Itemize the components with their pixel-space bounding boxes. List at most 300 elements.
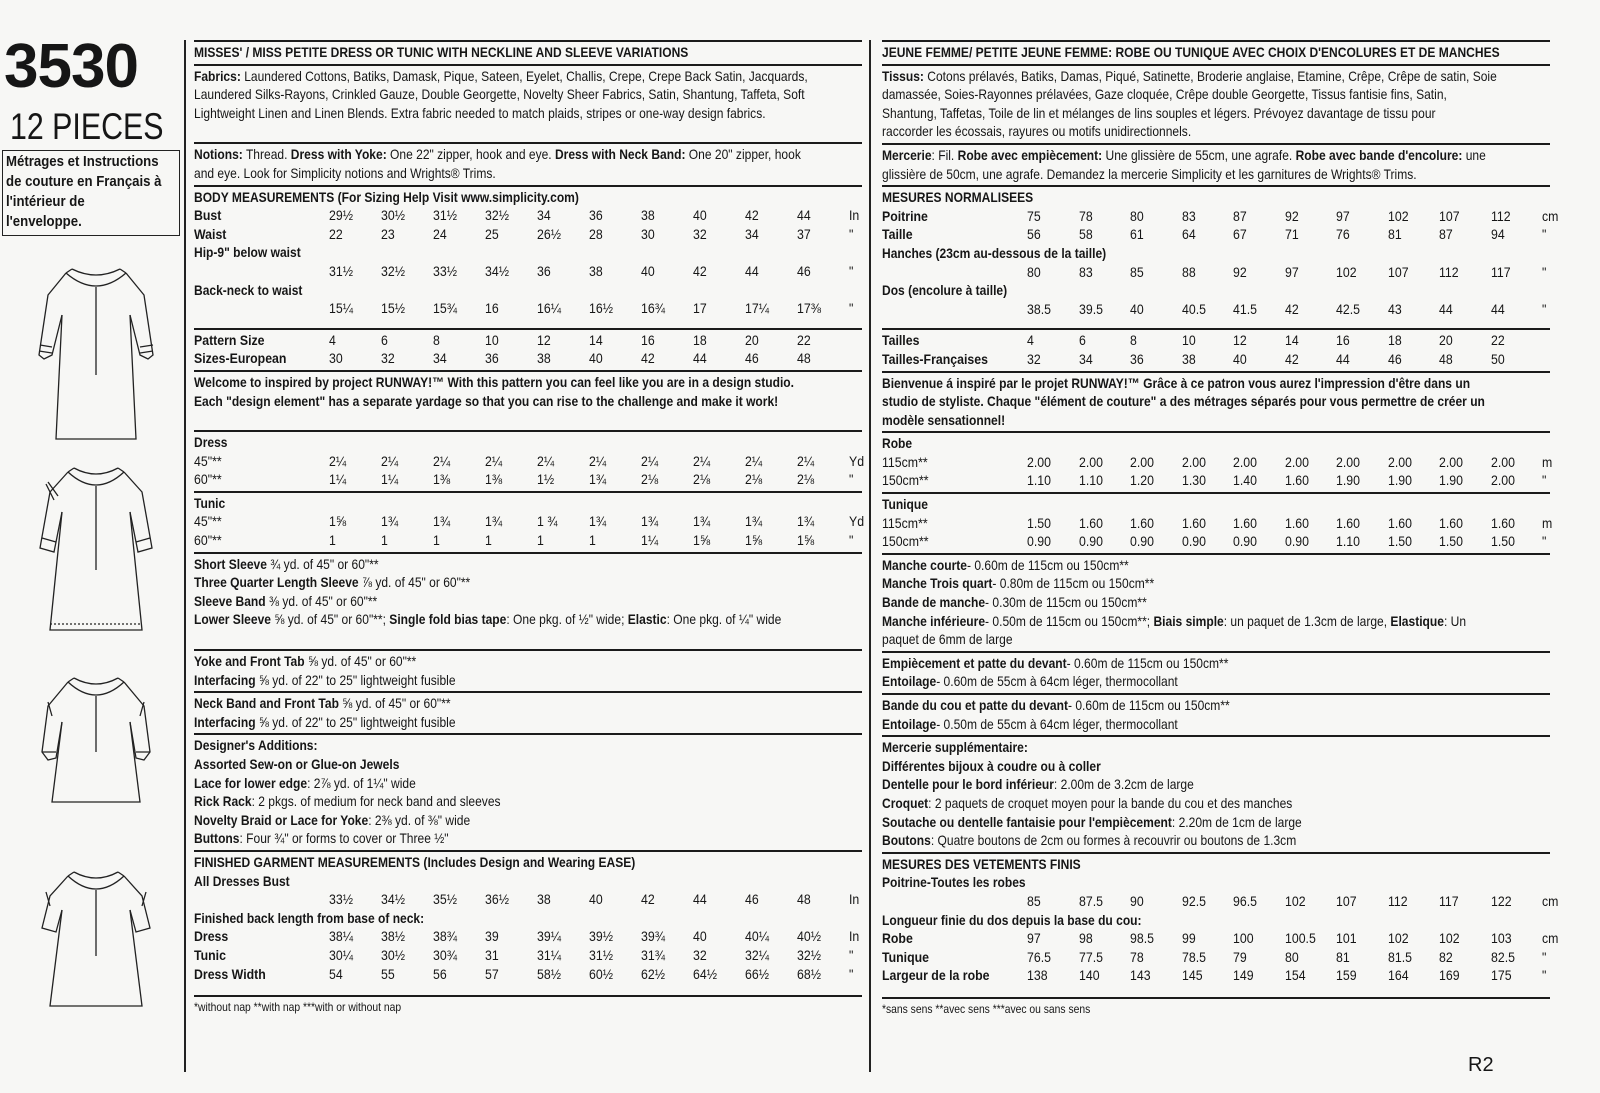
size-value-cell: 85 [1027, 892, 1041, 909]
size-value-cell: 64 [1181, 226, 1196, 243]
unit-cell: " [1542, 967, 1547, 984]
tunic-45-row [194, 512, 865, 531]
size-value-cell: 38 [641, 207, 655, 224]
size-value-cell: 17 [693, 300, 707, 317]
size-value-cell: 42.5 [1336, 300, 1360, 317]
size-value-cell: 81.5 [1387, 948, 1412, 965]
size-value-cell: 24 [433, 225, 447, 242]
size-value-cell: 61 [1130, 226, 1144, 243]
size-value-cell: 30 [641, 225, 655, 242]
row-label: 45"** [194, 513, 222, 530]
additions-line-fr: Différentes bijoux à coudre ou à coller [882, 757, 1101, 774]
welcome-line-fr: modèle sensationnel! [882, 411, 1006, 428]
additions-line-fr: Dentelle pour le bord inférieur: 2.00m de 3.2cm de large [882, 776, 1194, 793]
neckband-interfacing-line: Interfacing ⅝ yd. of 22" to 25" lightweight fusible [194, 713, 456, 730]
r-code: R2 [1468, 1054, 1494, 1076]
unit-cell: Yd [849, 513, 865, 530]
size-value-cell: 82.5 [1490, 948, 1515, 965]
size-value-cell: 34½ [381, 891, 405, 908]
row-label: Tailles [882, 332, 920, 349]
size-value-cell: 107 [1336, 892, 1357, 909]
size-value-cell: 4 [1027, 332, 1034, 349]
size-value-cell: 44 [693, 350, 707, 367]
pattern-title-fr: JEUNE FEMME/ PETITE JEUNE FEMME: ROBE OU TUNIQUE AVEC CHOIX D'ENCOLURES ET DE MANCHES [882, 44, 1500, 60]
additions-line: Novelty Braid or Lace for Yoke: 2⅜ yd. of ⅜" wide [194, 811, 471, 828]
size-value-cell: 2.00 [1130, 453, 1154, 470]
size-value-cell: 20 [745, 331, 759, 348]
finished-measurements-title-fr: MESURES DES VETEMENTS FINIS [882, 855, 1081, 872]
size-value-cell: 97 [1027, 930, 1041, 947]
unit-cell: m [1542, 453, 1553, 470]
size-value-cell: 34 [537, 207, 551, 224]
size-value-cell: 42 [745, 207, 759, 224]
welcome-line: Welcome to inspired by project RUNWAY!™ With this pattern you can feel like you are in a design studio. [194, 373, 794, 390]
sleeve-line-fr: paquet de 6mm de large [882, 631, 1013, 648]
size-value-cell: 80 [1284, 948, 1299, 965]
unit-cell: " [1542, 263, 1547, 280]
unit-cell: " [1542, 472, 1547, 489]
additions-line-fr: Soutache ou dentelle fantaisie pour l'empiècement: 2.20m de 1cm de large [882, 813, 1302, 830]
unit-cell: " [849, 225, 854, 242]
size-value-cell: 97 [1336, 207, 1350, 224]
notions-line-fr: glissière de 50cm, une agrafe. Demandez la mercerie Simplicity et les garnitures de Wrights® Trims. [882, 165, 1417, 182]
size-value-cell: 102 [1439, 930, 1460, 947]
row-label: 60"** [194, 471, 222, 488]
size-value-cell: 98.5 [1130, 930, 1154, 947]
fabrics-line: Lightweight Linen and Linen Blends. Extra fabric needed to match plaids, stripes or one-way design fabrics. [194, 104, 766, 121]
size-value-cell: 30½ [381, 946, 405, 963]
tunic-label-fr: Tunique [882, 496, 928, 513]
size-value-cell: 16¼ [537, 300, 561, 317]
size-value-cell: 2.00 [1336, 453, 1360, 470]
size-value-cell: 22 [797, 331, 811, 348]
size-value-cell: 1 [329, 532, 336, 549]
size-value-cell: 100.5 [1284, 930, 1316, 947]
size-value-cell: 18 [693, 331, 707, 348]
size-value-cell: 38¼ [329, 928, 353, 945]
size-value-cell: 35½ [433, 891, 457, 908]
size-value-cell: 0.90 [1130, 533, 1154, 550]
row-label: 45"** [194, 452, 222, 469]
size-value-cell: 60½ [589, 965, 613, 982]
size-value-cell: 88 [1181, 263, 1196, 280]
bust-row [194, 206, 862, 225]
size-value-cell: 1.30 [1181, 472, 1206, 489]
dress-label-fr: Robe [882, 435, 913, 452]
size-value-cell: 107 [1387, 263, 1409, 280]
additions-line: Assorted Sew-on or Glue-on Jewels [194, 756, 400, 772]
unit-cell: " [849, 532, 854, 549]
size-value-cell: 1.60 [1284, 472, 1309, 489]
size-value-cell: 44 [1336, 350, 1350, 367]
size-value-cell: 29½ [329, 207, 353, 224]
size-value-cell: 40¼ [745, 928, 769, 945]
size-value-cell: 90 [1130, 892, 1144, 909]
size-value-cell: 99 [1181, 930, 1196, 947]
tunic-short-sleeve-illustration [36, 866, 156, 1016]
size-value-cell: 1¾ [485, 513, 503, 530]
left-strip [0, 0, 186, 1093]
size-value-cell: 117 [1490, 263, 1511, 280]
unit-cell: cm [1542, 930, 1559, 947]
size-value-cell: 1¼ [641, 532, 659, 549]
unit-cell: " [849, 471, 854, 488]
tunic-115-row [882, 514, 1553, 533]
size-value-cell: 1.60 [1336, 514, 1360, 531]
size-value-cell: 1 [433, 532, 440, 549]
left-divider [184, 40, 186, 1072]
unit-cell: m [1542, 514, 1553, 531]
size-value-cell: 159 [1336, 967, 1357, 984]
size-value-cell: 41.5 [1233, 300, 1257, 317]
sleeve-line: Lower Sleeve ⅝ yd. of 45" or 60"**; Single fold bias tape: One pkg. of ½" wide; Elastic: One pkg. of ¼" wide [194, 611, 782, 628]
size-value-cell: 34 [1078, 350, 1093, 367]
pattern-title: MISSES' / MISS PETITE DRESS OR TUNIC WITH NECKLINE AND SLEEVE VARIATIONS [194, 44, 689, 60]
tunic-gathered-sleeve-illustration [36, 672, 156, 812]
fg-bust-row [194, 890, 862, 909]
size-value-cell: 44 [1490, 300, 1505, 317]
size-value-cell: 2¼ [485, 452, 503, 469]
hip-row-fr [882, 263, 1550, 282]
yoke-line: Yoke and Front Tab ⅝ yd. of 45" or 60"** [194, 653, 417, 670]
pattern-size-row [194, 331, 862, 350]
size-value-cell: 1½ [537, 471, 555, 488]
size-value-cell: 62½ [641, 965, 665, 982]
size-value-cell: 23 [381, 225, 395, 242]
size-value-cell: 40 [641, 262, 655, 279]
size-value-cell: 54 [329, 965, 343, 982]
unit-cell: " [849, 965, 854, 982]
size-value-cell: 17¼ [745, 300, 769, 317]
size-value-cell: 83 [1078, 263, 1093, 280]
unit-cell: " [849, 300, 854, 317]
row-label: Tailles-Françaises [882, 350, 988, 367]
body-measurements-title: BODY MEASUREMENTS (For Sizing Help Visit www.simplicity.com) [194, 188, 579, 205]
size-value-cell: 92 [1284, 207, 1299, 224]
fabrics-line-fr: damassée, Soies-Rayonnes prélavées, Gaze cloquée, Crêpe double Georgette, Tissus fantisie fins, Satin, [882, 86, 1447, 103]
tunic-label: Tunic [194, 494, 226, 511]
size-value-cell: 36½ [485, 891, 509, 908]
row-label: 115cm** [882, 453, 928, 470]
size-value-cell: 1¾ [797, 513, 815, 530]
size-value-cell: 42 [1284, 300, 1299, 317]
fg-tunic-row-fr [882, 948, 1550, 967]
size-value-cell: 1¾ [589, 471, 607, 488]
size-value-cell: 87.5 [1078, 892, 1103, 909]
size-value-cell: 2¼ [329, 452, 347, 469]
row-label: Largeur de la robe [882, 967, 990, 984]
unit-cell: In [849, 207, 860, 224]
size-value-cell: 33½ [329, 891, 353, 908]
size-value-cell: 2.00 [1490, 453, 1515, 470]
size-value-cell: 143 [1130, 967, 1151, 984]
row-label: Pattern Size [194, 331, 265, 348]
size-value-cell: 30½ [381, 207, 405, 224]
size-value-cell: 16 [1336, 332, 1350, 349]
size-value-cell: 1 [485, 532, 492, 549]
size-value-cell: 31½ [433, 207, 457, 224]
yoke-line-fr: Empiècement et patte du devant- 0.60m de 115cm ou 150cm** [882, 654, 1229, 671]
size-value-cell: 44 [693, 891, 707, 908]
sleeve-line: Three Quarter Length Sleeve ⅞ yd. of 45" or 60"** [194, 574, 471, 591]
bust-row-fr [882, 207, 1559, 226]
size-value-cell: 1⅝ [329, 513, 347, 530]
size-value-cell: 1¾ [693, 513, 711, 530]
size-value-cell: 58½ [537, 965, 561, 982]
size-value-cell: 81 [1387, 226, 1402, 243]
fabrics-line-fr: raccorder les écossais, rayures ou motifs unidirectionnels. [882, 123, 1192, 140]
size-value-cell: 92.5 [1181, 892, 1206, 909]
size-value-cell: 38.5 [1027, 300, 1051, 317]
size-value-cell: 26½ [537, 225, 561, 242]
size-value-cell: 149 [1233, 967, 1254, 984]
size-value-cell: 48 [1439, 350, 1453, 367]
size-value-cell: 0.90 [1027, 533, 1051, 550]
size-value-cell: 2.00 [1387, 453, 1412, 470]
size-value-cell: 2.00 [1233, 453, 1257, 470]
neckband-interfacing-line-fr: Entoilage- 0.50m de 55cm à 64cm léger, thermocollant [882, 715, 1178, 732]
size-value-cell: 40 [693, 207, 707, 224]
size-value-cell: 55 [381, 965, 395, 982]
dress-60-row [194, 470, 862, 489]
size-value-cell: 46 [797, 262, 811, 279]
size-value-cell: 102 [1336, 263, 1357, 280]
size-value-cell: 31½ [329, 262, 353, 279]
row-label: 115cm** [882, 514, 928, 531]
size-value-cell: 36 [485, 350, 499, 367]
size-value-cell: 2⅛ [797, 471, 815, 488]
size-value-cell: 169 [1439, 967, 1460, 984]
fg-width-row-fr [882, 966, 1550, 985]
back-neck-label: Back-neck to waist [194, 281, 303, 298]
size-value-cell: 32½ [381, 262, 405, 279]
fg-bust-label: All Dresses Bust [194, 872, 290, 889]
size-value-cell: 40 [589, 891, 603, 908]
french-box-line: l'intérieur de [6, 193, 85, 210]
size-value-cell: 32 [693, 225, 707, 242]
size-value-cell: 2¼ [589, 452, 607, 469]
size-value-cell: 66½ [745, 965, 769, 982]
unit-cell: " [1542, 948, 1547, 965]
size-value-cell: 31 [485, 946, 499, 963]
size-value-cell: 31¼ [537, 946, 561, 963]
dress-neckband-three-quarter-sleeve-illustration [36, 460, 156, 640]
size-value-cell: 1.50 [1439, 533, 1463, 550]
size-value-cell: 1.10 [1027, 472, 1051, 489]
size-value-cell: 22 [329, 225, 343, 242]
size-value-cell: 81 [1336, 948, 1350, 965]
size-value-cell: 78.5 [1181, 948, 1206, 965]
size-value-cell: 36 [1130, 350, 1144, 367]
size-value-cell: 42 [641, 350, 655, 367]
size-value-cell: 145 [1181, 967, 1203, 984]
size-value-cell: 43 [1387, 300, 1402, 317]
sleeve-line-fr: Manche Trois quart- 0.80m de 115cm ou 150cm** [882, 575, 1155, 592]
size-value-cell: 87 [1439, 226, 1453, 243]
size-value-cell: 2⅛ [693, 471, 711, 488]
size-value-cell: 0.90 [1233, 533, 1257, 550]
size-value-cell: 103 [1490, 930, 1512, 947]
size-value-cell: 42 [693, 262, 707, 279]
size-value-cell: 0.90 [1078, 533, 1103, 550]
waist-row [194, 225, 862, 244]
size-value-cell: 1.60 [1233, 514, 1257, 531]
english-column [194, 40, 865, 1070]
dress-label: Dress [194, 434, 228, 451]
size-value-cell: 2¼ [537, 452, 555, 469]
size-value-cell: 2.00 [1490, 472, 1515, 489]
size-value-cell: 36 [537, 262, 551, 279]
size-value-cell: 85 [1130, 263, 1144, 280]
additions-line-fr: Boutons: Quatre boutons de 2cm ou formes à recouvrir ou boutons de 1.3cm [882, 832, 1297, 849]
size-value-cell: 40 [693, 928, 707, 945]
size-value-cell: 38¾ [433, 928, 457, 945]
size-value-cell: 1.60 [1130, 514, 1154, 531]
size-value-cell: 14 [1284, 332, 1299, 349]
welcome-line-fr: studio de styliste. Chaque "élément de couture" a des métrages séparés pour vous permettre de créer un [882, 393, 1485, 410]
size-value-cell: 1.50 [1387, 533, 1412, 550]
french-box-line: Métrages et Instructions [6, 153, 159, 170]
size-value-cell: 1.50 [1027, 514, 1051, 531]
additions-line-fr: Croquet: 2 paquets de croquet moyen pour la bande du cou et des manches [882, 794, 1293, 811]
row-label: Robe [882, 930, 913, 947]
size-value-cell: 57 [485, 965, 499, 982]
size-value-cell: 79 [1233, 948, 1247, 965]
size-value-cell: 76.5 [1027, 948, 1051, 965]
size-value-cell: 25 [485, 225, 499, 242]
row-label: Sizes-European [194, 350, 287, 367]
size-value-cell: 1.90 [1336, 472, 1360, 489]
size-value-cell: 31½ [589, 946, 613, 963]
size-value-cell: 15¾ [433, 300, 457, 317]
size-value-cell: 39¾ [641, 928, 665, 945]
size-value-cell: 48 [797, 891, 811, 908]
size-value-cell: 2¼ [381, 452, 399, 469]
size-value-cell: 16¾ [641, 300, 665, 317]
size-value-cell: 0.90 [1284, 533, 1309, 550]
size-value-cell: 30¾ [433, 946, 457, 963]
size-value-cell: 2.00 [1439, 453, 1463, 470]
size-value-cell: 20 [1439, 332, 1453, 349]
size-value-cell: 1.90 [1387, 472, 1412, 489]
dress-yoke-long-sleeve-illustration [36, 255, 156, 445]
size-value-cell: 154 [1284, 967, 1306, 984]
unit-cell: In [849, 928, 860, 945]
size-value-cell: 78 [1130, 948, 1144, 965]
size-value-cell: 82 [1439, 948, 1453, 965]
tunic-60-row [194, 531, 862, 550]
body-measurements-title-fr: MESURES NORMALISEES [882, 189, 1034, 206]
size-value-cell: 80 [1027, 263, 1041, 280]
size-value-cell: 32½ [485, 207, 509, 224]
size-value-cell: 39¼ [537, 928, 561, 945]
size-value-cell: 122 [1490, 892, 1512, 909]
notions-line-fr: Mercerie: Fil. Robe avec empiècement: Une glissière de 55cm, une agrafe. Robe avec bande d'encolure: une [882, 146, 1486, 163]
size-value-cell: 8 [1130, 332, 1137, 349]
unit-cell: " [1542, 300, 1547, 317]
french-size-row [882, 350, 1550, 369]
size-value-cell: 40 [589, 350, 603, 367]
fg-back-label: Finished back length from base of neck: [194, 909, 425, 926]
fg-dress-row [194, 927, 862, 946]
size-value-cell: 32 [1027, 350, 1041, 367]
size-value-cell: 1¼ [329, 471, 347, 488]
size-value-cell: 38 [537, 891, 551, 908]
hip-row [194, 262, 862, 281]
sleeve-line-fr: Bande de manche- 0.30m de 115cm ou 150cm** [882, 594, 1147, 611]
size-value-cell: 2¼ [693, 452, 711, 469]
size-value-cell: 1¾ [433, 513, 451, 530]
size-value-cell: 32 [693, 946, 707, 963]
size-value-cell: 40 [1130, 300, 1144, 317]
fg-bust-row-fr [882, 892, 1559, 911]
size-value-cell: 50 [1490, 350, 1505, 367]
unit-cell: In [849, 891, 860, 908]
size-value-cell: 98 [1078, 930, 1093, 947]
european-size-row [194, 349, 862, 368]
size-value-cell: 1⅝ [745, 532, 763, 549]
size-value-cell: 1 ¾ [537, 513, 558, 530]
size-value-cell: 39 [485, 928, 499, 945]
size-value-cell: 38 [1181, 350, 1196, 367]
pattern-number: 3530 [4, 32, 138, 101]
size-value-cell: 30¼ [329, 946, 353, 963]
designers-additions-title-fr: Mercerie supplémentaire: [882, 739, 1028, 756]
pattern-size-row-fr [882, 331, 1550, 350]
size-value-cell: 96.5 [1233, 892, 1257, 909]
size-value-cell: 140 [1078, 967, 1100, 984]
french-column [882, 40, 1559, 1070]
row-label: 150cm** [882, 472, 929, 489]
size-value-cell: 44 [1439, 300, 1453, 317]
size-value-cell: 1.60 [1284, 514, 1309, 531]
neckband-line: Neck Band and Front Tab ⅝ yd. of 45" or 60"** [194, 695, 451, 712]
size-value-cell: 138 [1027, 967, 1048, 984]
size-value-cell: 0.90 [1181, 533, 1206, 550]
sleeve-line: Short Sleeve ¾ yd. of 45" or 60"** [194, 555, 379, 572]
row-label: Bust [194, 207, 222, 224]
yoke-interfacing-line: Interfacing ⅝ yd. of 22" to 25" lightweight fusible [194, 671, 456, 688]
size-value-cell: 102 [1387, 207, 1409, 224]
size-value-cell: 2¼ [797, 452, 815, 469]
size-value-cell: 16 [485, 300, 499, 317]
size-value-cell: 102 [1284, 892, 1306, 909]
size-value-cell: 112 [1490, 207, 1511, 224]
size-value-cell: 15½ [381, 300, 405, 317]
size-value-cell: 1.10 [1078, 472, 1103, 489]
size-value-cell: 1⅝ [797, 532, 815, 549]
size-value-cell: 92 [1233, 263, 1247, 280]
neckband-line-fr: Bande du cou et patte du devant- 0.60m de 115cm ou 150cm** [882, 697, 1230, 713]
size-value-cell: 1⅜ [485, 471, 503, 488]
size-value-cell: 1¾ [589, 513, 607, 530]
size-value-cell: 71 [1284, 226, 1299, 243]
size-value-cell: 101 [1336, 930, 1357, 947]
size-value-cell: 42 [1284, 350, 1299, 367]
sleeve-line-fr: Manche courte- 0.60m de 115cm ou 150cm** [882, 556, 1129, 573]
size-value-cell: 42 [641, 891, 655, 908]
row-label: 150cm** [882, 533, 929, 550]
size-value-cell: 1 [381, 532, 388, 549]
size-value-cell: 112 [1387, 892, 1408, 909]
size-value-cell: 10 [1181, 332, 1196, 349]
size-value-cell: 15¼ [329, 300, 353, 317]
hip-label: Hip-9" below waist [194, 244, 301, 261]
size-value-cell: 30 [329, 350, 343, 367]
size-value-cell: 2¼ [641, 452, 659, 469]
center-divider [869, 40, 871, 1072]
size-value-cell: 58 [1078, 226, 1093, 243]
